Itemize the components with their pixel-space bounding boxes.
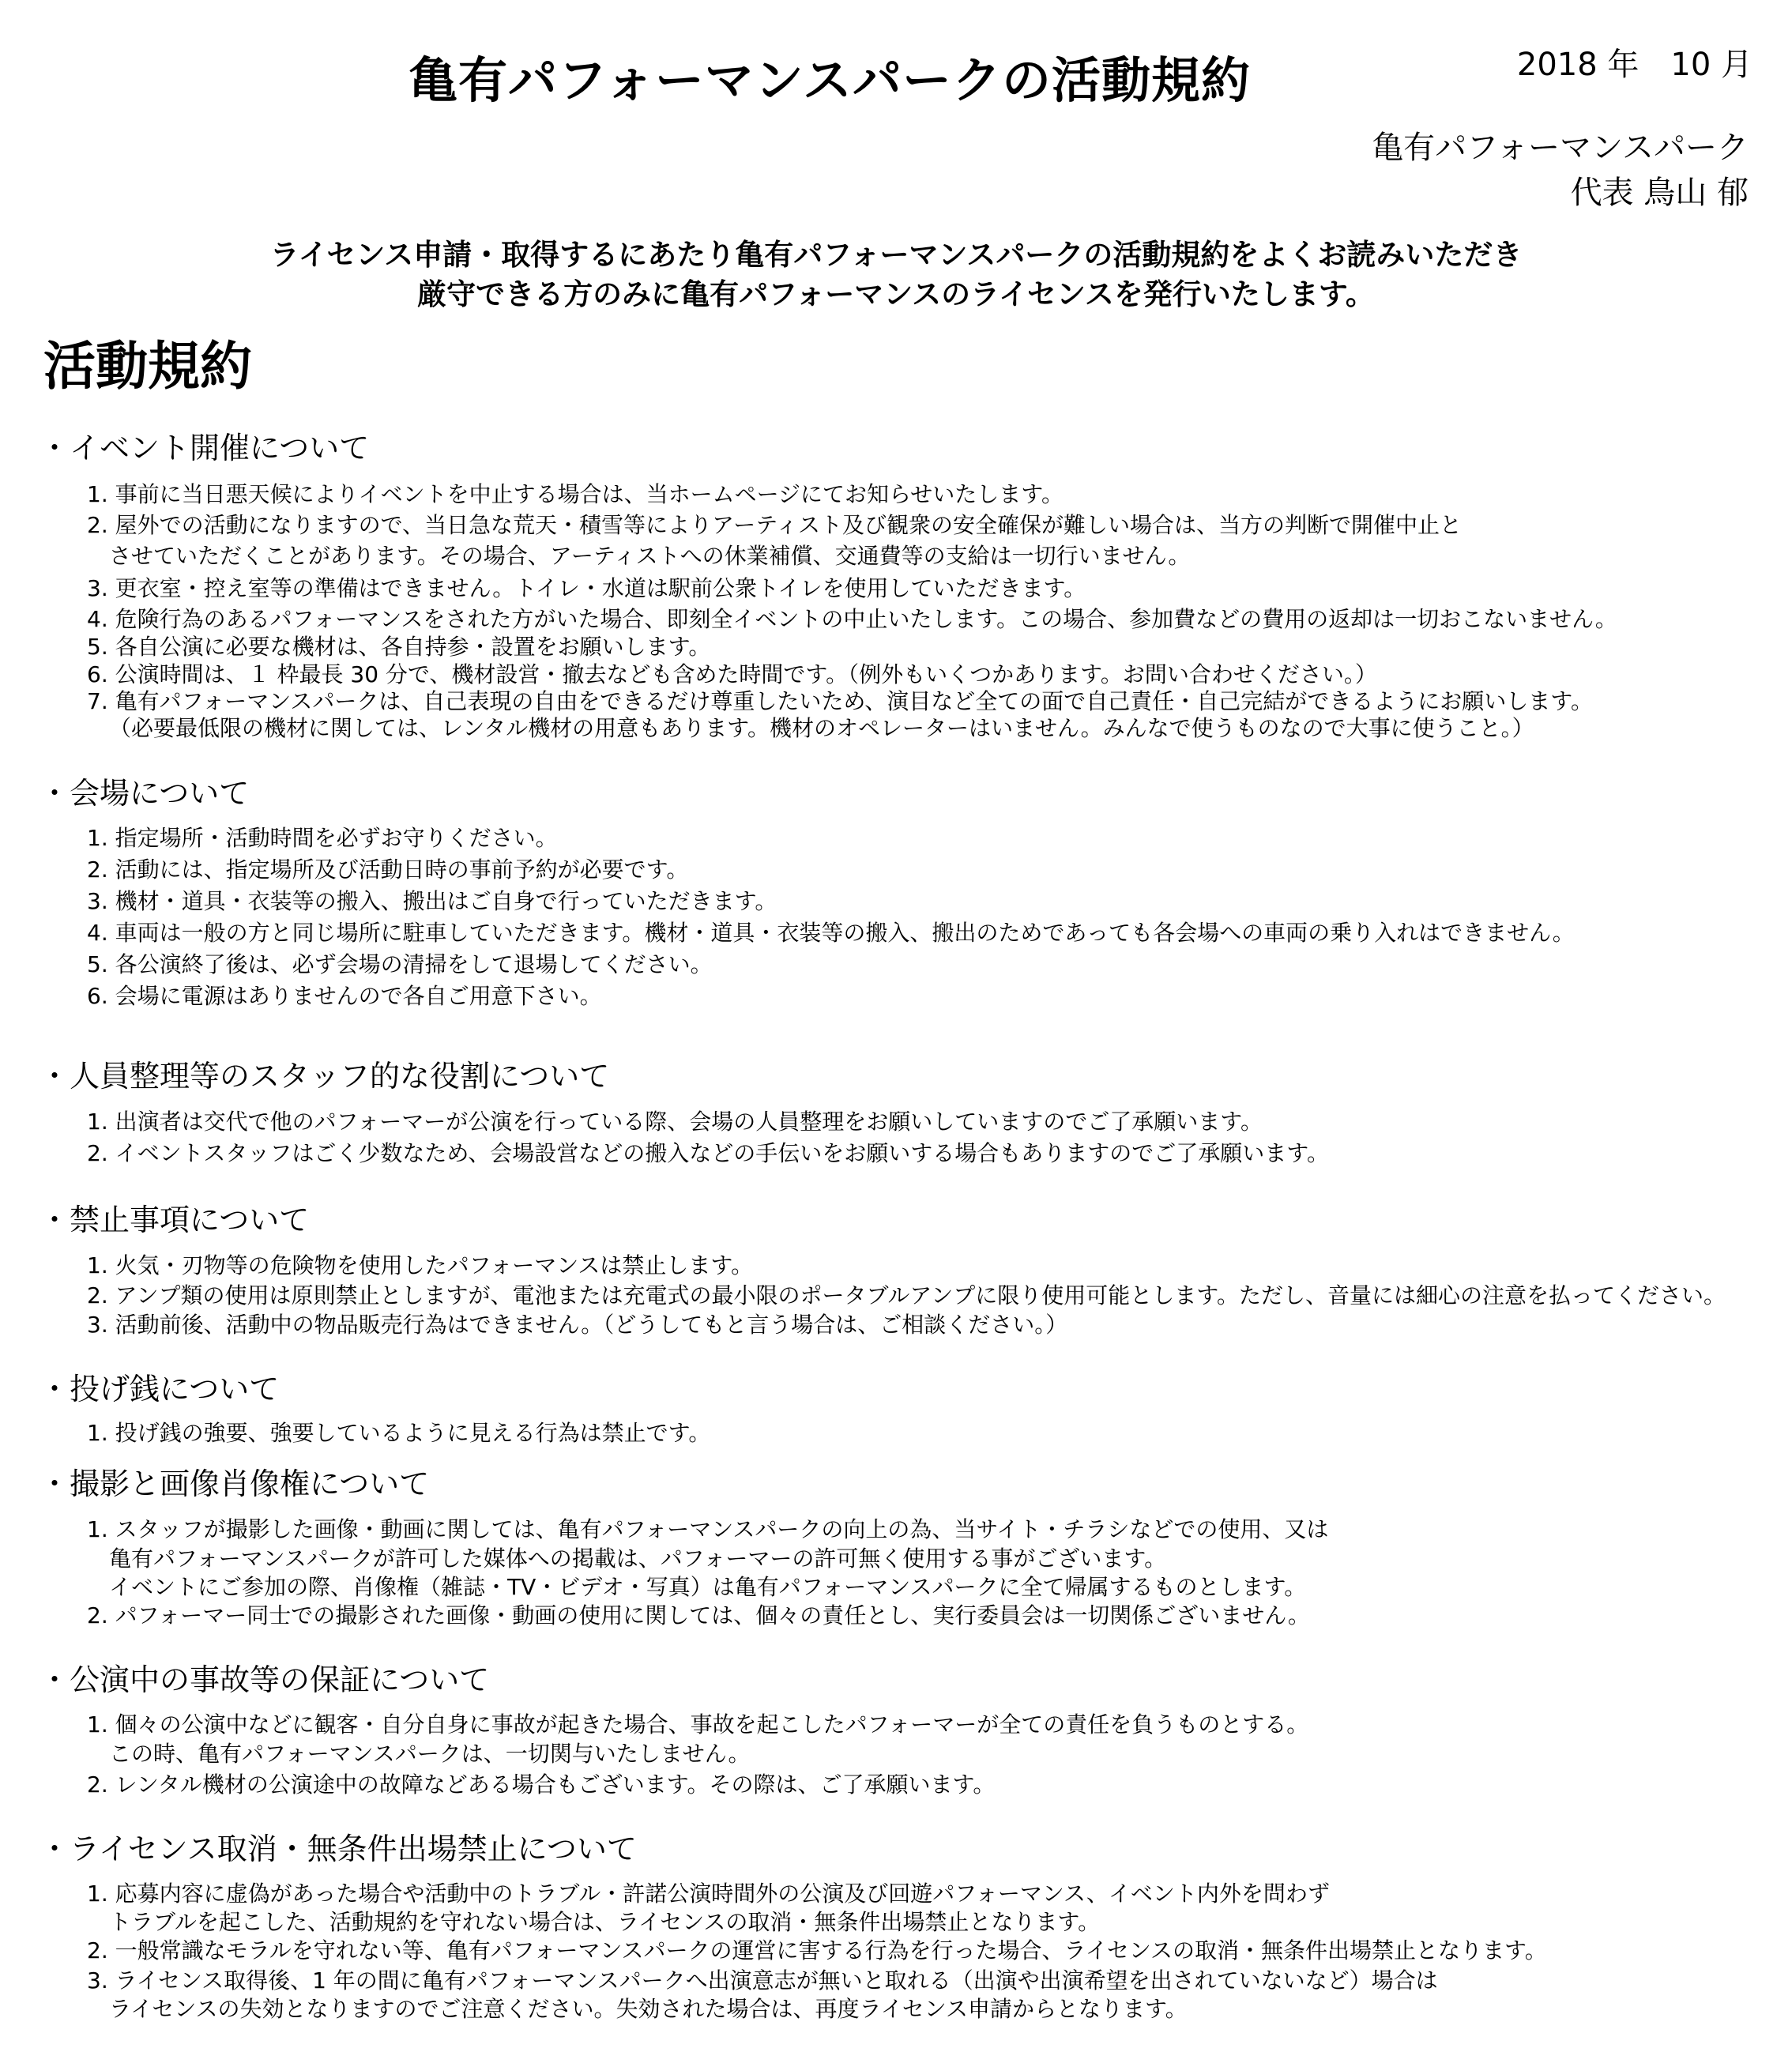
- rule-line: 4. 車両は一般の方と同じ場所に駐車していただきます。機材・道具・衣装等の搬入、搬出のためであっても各会場への車両の乗り入れはできません。: [87, 920, 1575, 946]
- rule-line: 3. 活動前後、活動中の物品販売行為はできません。（どうしてもと言う場合は、ご相談ください。）: [87, 1312, 1068, 1338]
- rule-line: 2. 一般常識なモラルを守れない等、亀有パフォーマンスパークの運営に害する行為を行った場合、ライセンスの取消・無条件出場禁止となります。: [87, 1937, 1547, 1963]
- rule-line: 1. 応募内容に虚偽があった場合や活動中のトラブル・許諾公演時間外の公演及び回遊パフォーマンス、イベント内外を問わず: [87, 1881, 1330, 1907]
- section-title: ・イベント開催について: [40, 431, 370, 465]
- rule-line: 1. 投げ銭の強要、強要しているように見える行為は禁止です。: [87, 1420, 711, 1446]
- rule-line: 2. パフォーマー同士での撮影された画像・動画の使用に関しては、個々の責任とし、実行委員会は一切関係ございません。: [87, 1602, 1310, 1628]
- rule-line: 3. ライセンス取得後、1 年の間に亀有パフォーマンスパークへ出演意志が無いと取れる（出演や出演希望を出されていないなど）場合は: [87, 1967, 1438, 1994]
- page-title: 亀有パフォーマンスパークの活動規約: [408, 51, 1252, 109]
- rule-line: 2. 屋外での活動になりますので、当日急な荒天・積雪等によりアーティスト及び観衆の安全確保が難しい場合は、当方の判断で開催中止と: [87, 512, 1462, 538]
- main-heading: 活動規約: [43, 336, 252, 397]
- rule-line: 2. イベントスタッフはごく少数なため、会場設営などの搬入などの手伝いをお願いする場合もありますのでご了承願います。: [87, 1140, 1329, 1166]
- section-title: ・禁止事項について: [40, 1203, 310, 1237]
- intro-line: ライセンス申請・取得するにあたり亀有パフォーマンスパークの活動規約をよくお読みいただき: [269, 238, 1523, 272]
- section-title: ・投げ銭について: [40, 1372, 280, 1406]
- intro-line: 厳守できる方のみに亀有パフォーマンスのライセンスを発行いたします。: [417, 277, 1375, 311]
- section-title: ・会場について: [40, 776, 250, 811]
- rule-line: 7. 亀有パフォーマンスパークは、自己表現の自由をできるだけ尊重したいため、演目など全ての面で自己責任・自己完結ができるようにお願いします。: [87, 688, 1594, 714]
- rule-line: （必要最低限の機材に関しては、レンタル機材の用意もあります。機材のオペレーターはいません。みんなで使うものなので大事に使うこと。）: [109, 715, 1534, 741]
- rule-line: 1. 出演者は交代で他のパフォーマーが公演を行っている際、会場の人員整理をお願いしていますのでご了承願います。: [87, 1109, 1263, 1135]
- rule-line: この時、亀有パフォーマンスパークは、一切関与いたしません。: [109, 1741, 751, 1767]
- representative-name: 代表 鳥山 郁: [1570, 175, 1749, 211]
- organization-name: 亀有パフォーマンスパーク: [1372, 130, 1749, 166]
- rule-line: 1. 個々の公演中などに観客・自分自身に事故が起きた場合、事故を起こしたパフォーマーが全ての責任を負うものとする。: [87, 1711, 1309, 1738]
- rule-line: 3. 更衣室・控え室等の準備はできません。トイレ・水道は駅前公衆トイレを使用していただきます。: [87, 575, 1086, 601]
- rule-line: 3. 機材・道具・衣装等の搬入、搬出はご自身で行っていただきます。: [87, 888, 777, 914]
- rule-line: 6. 公演時間は、１ 枠最長 30 分で、機材設営・撤去なども含めた時間です。（例外もいくつかあります。お問い合わせください。）: [87, 661, 1377, 687]
- rule-line: 6. 会場に電源はありませんので各自ご用意下さい。: [87, 983, 602, 1009]
- rule-line: 5. 各公演終了後は、必ず会場の清掃をして退場してください。: [87, 951, 713, 977]
- rule-line: 5. 各自公演に必要な機材は、各自持参・設置をお願いします。: [87, 634, 711, 660]
- rule-line: ライセンスの失効となりますのでご注意ください。失効された場合は、再度ライセンス申請からとなります。: [109, 1996, 1188, 2022]
- rule-line: 亀有パフォーマンスパークが許可した媒体への掲載は、パフォーマーの許可無く使用する事がございます。: [109, 1546, 1167, 1572]
- rule-line: 1. 火気・刃物等の危険物を使用したパフォーマンスは禁止します。: [87, 1252, 754, 1278]
- section-title: ・撮影と画像肖像権について: [40, 1466, 430, 1501]
- rule-line: トラブルを起こした、活動規約を守れない場合は、ライセンスの取消・無条件出場禁止となります。: [109, 1909, 1101, 1935]
- rule-line: 2. アンプ類の使用は原則禁止としますが、電池または充電式の最小限のポータブルアンプに限り使用可能とします。ただし、音量には細心の注意を払ってください。: [87, 1282, 1726, 1308]
- document-date: 2018 年 10 月: [1516, 47, 1752, 83]
- rule-line: 4. 危険行為のあるパフォーマンスをされた方がいた場合、即刻全イベントの中止いたします。この場合、参加費などの費用の返却は一切おこないません。: [87, 606, 1617, 632]
- rule-line: イベントにご参加の際、肖像権（雑誌・TV・ビデオ・写真）は亀有パフォーマンスパークに全て帰属するものとします。: [109, 1574, 1307, 1600]
- rule-line: 2. レンタル機材の公演途中の故障などある場合もございます。その際は、ご了承願います。: [87, 1771, 996, 1798]
- rule-line: 1. 指定場所・活動時間を必ずお守りください。: [87, 825, 558, 851]
- section-title: ・公演中の事故等の保証について: [40, 1662, 490, 1697]
- rule-line: 1. 事前に当日悪天候によりイベントを中止する場合は、当ホームページにてお知らせいたします。: [87, 481, 1064, 507]
- section-title: ・ライセンス取消・無条件出場禁止について: [40, 1832, 637, 1866]
- rule-line: させていただくことがあります。その場合、アーティストへの休業補償、交通費等の支給は一切行いません。: [109, 543, 1191, 569]
- rule-line: 1. スタッフが撮影した画像・動画に関しては、亀有パフォーマンスパークの向上の為、当サイト・チラシなどでの使用、又は: [87, 1516, 1329, 1542]
- rule-line: 2. 活動には、指定場所及び活動日時の事前予約が必要です。: [87, 857, 689, 883]
- section-title: ・人員整理等のスタッフ的な役割について: [40, 1059, 610, 1094]
